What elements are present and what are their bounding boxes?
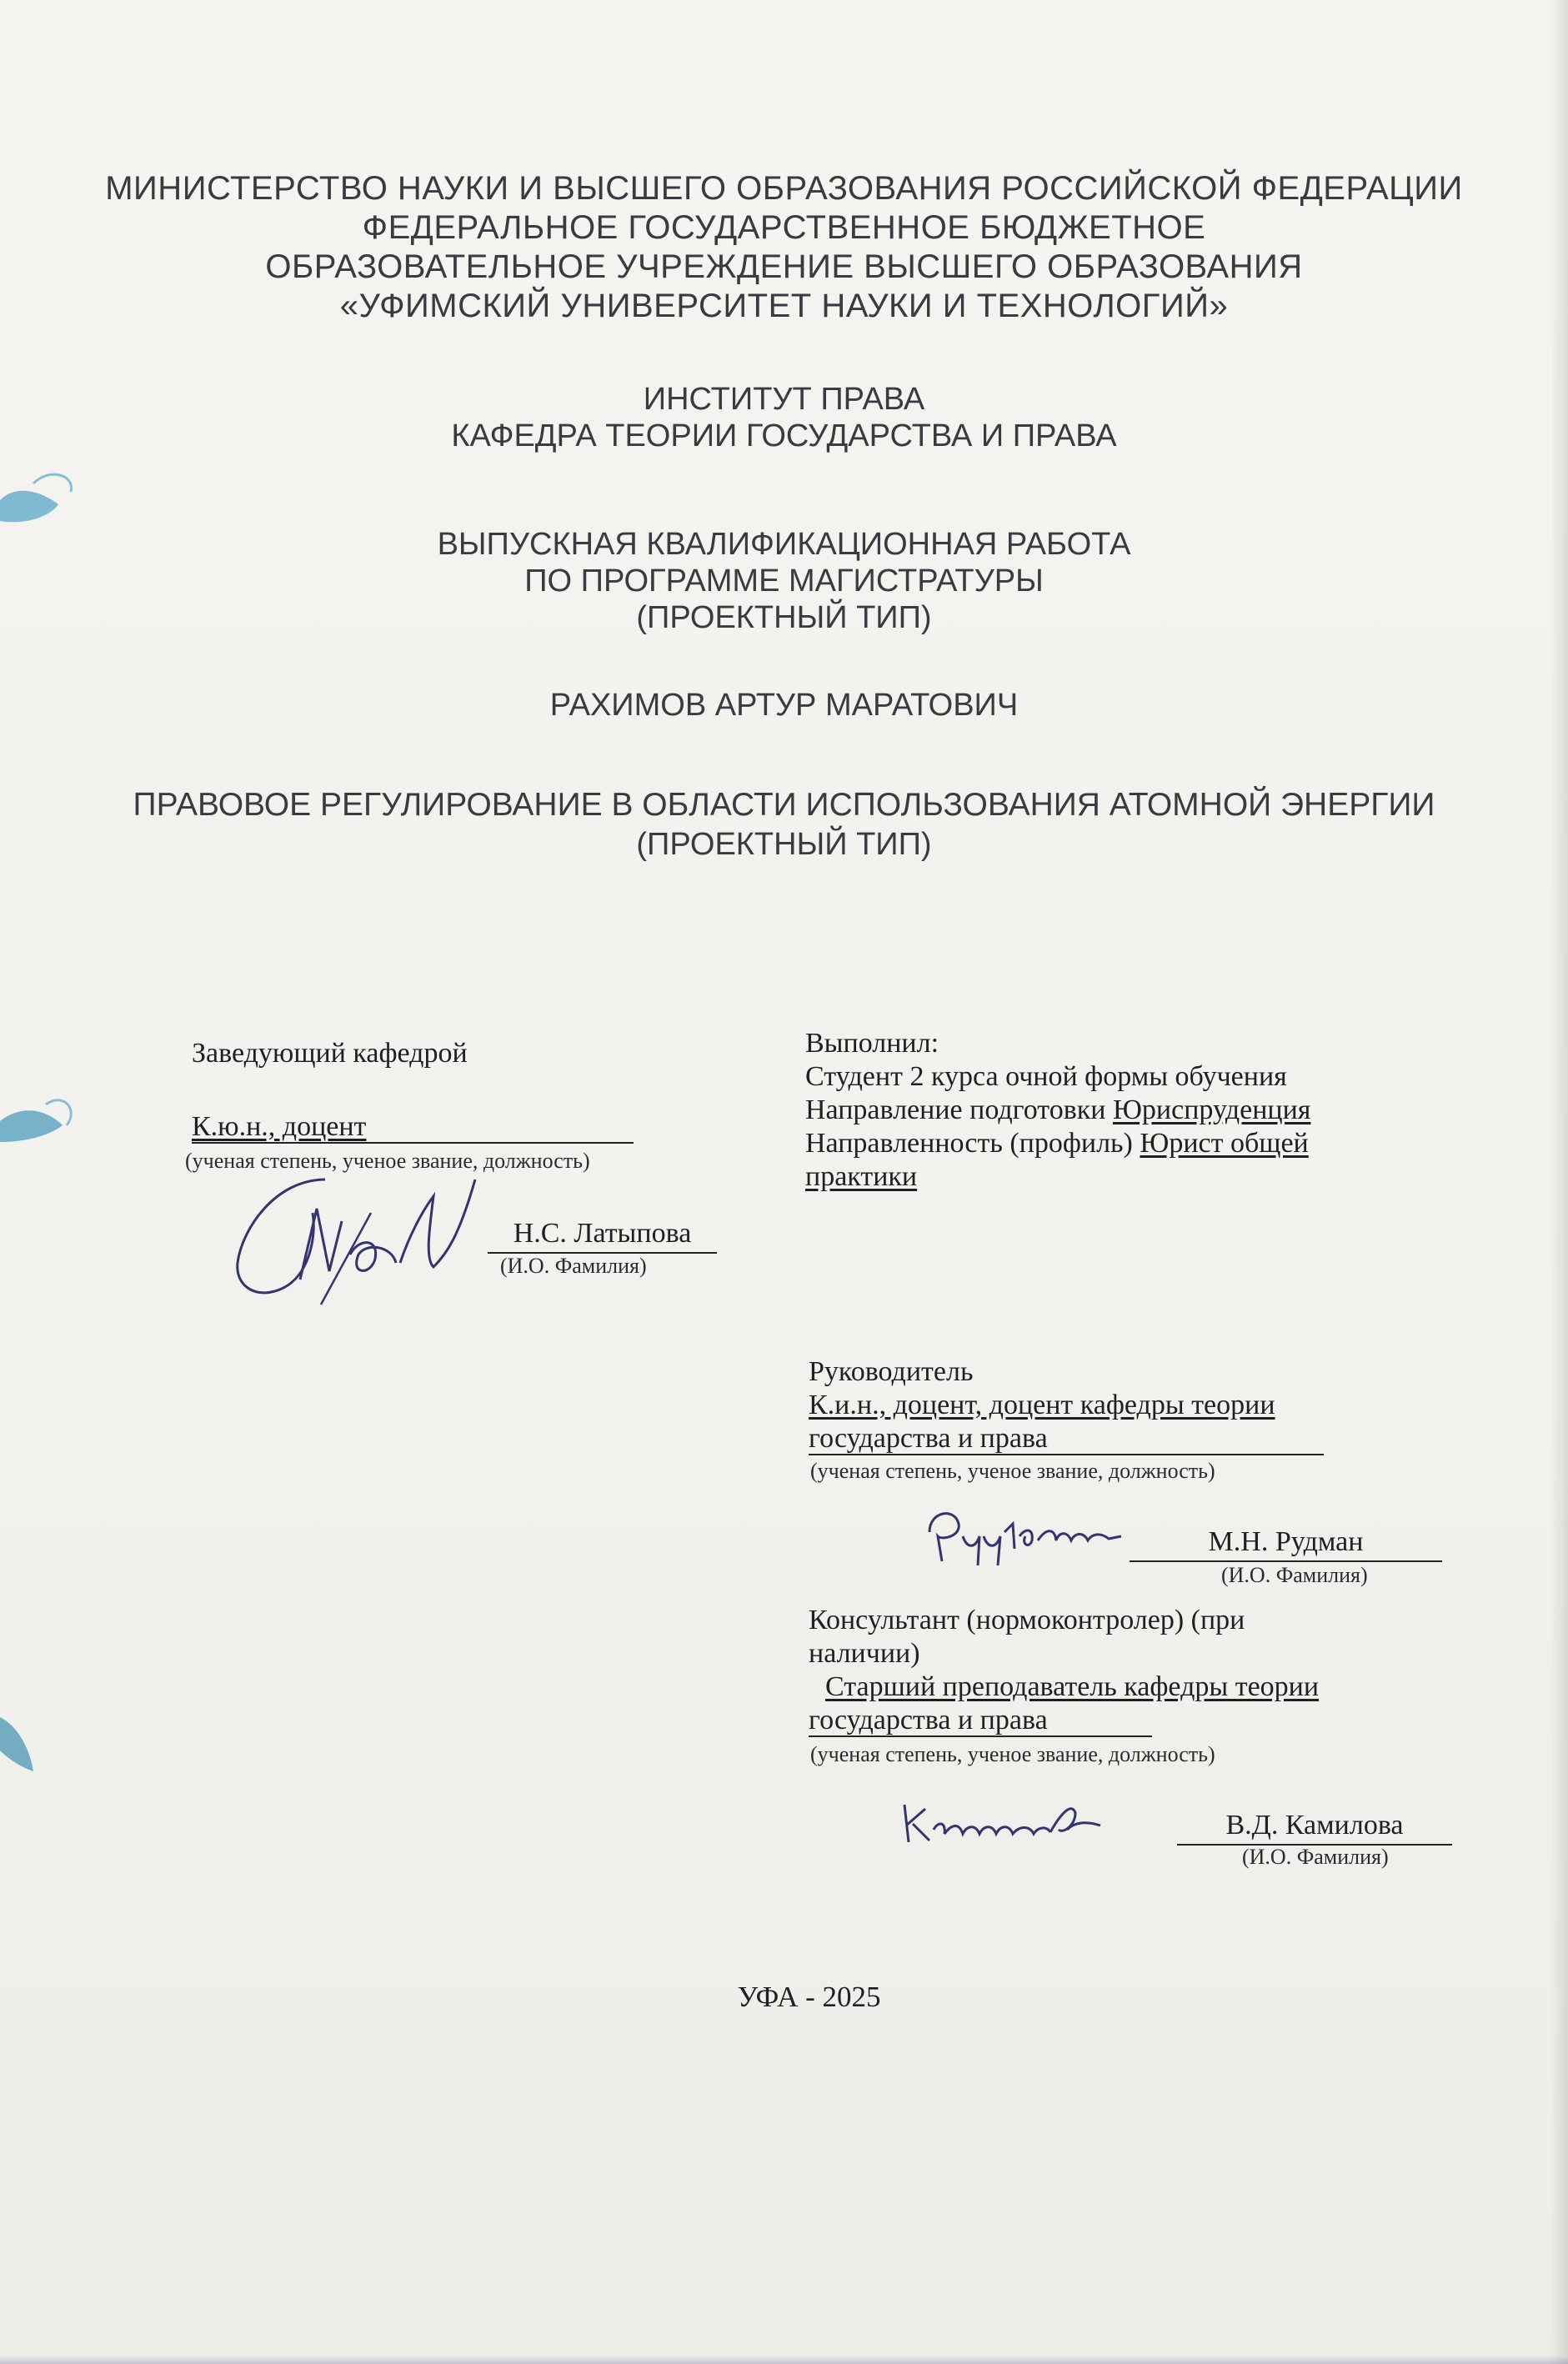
student-label: Выполнил: <box>805 1028 939 1059</box>
direction-label: Направление подготовки <box>805 1094 1106 1125</box>
supervisor-position-caption: (ученая степень, ученое звание, должность) <box>810 1459 1215 1483</box>
consultant-label-1: Консультант (нормоконтролер) (при <box>809 1605 1245 1635</box>
student-course: Студент 2 курса очной формы обучения <box>805 1061 1287 1092</box>
consultant-position-caption: (ученая степень, ученое звание, должность) <box>810 1742 1215 1766</box>
supervisor-position-1: К.и.н., доцент, доцент кафедры теории <box>809 1390 1275 1420</box>
consultant-label-2: наличии) <box>809 1638 920 1669</box>
university-name: «УФИМСКИЙ УНИВЕРСИТЕТ НАУКИ И ТЕХНОЛОГИЙ» <box>339 288 1229 324</box>
supervisor-position-2: государства и права <box>809 1423 1048 1454</box>
department-name: КАФЕДРА ТЕОРИИ ГОСУДАРСТВА И ПРАВА <box>451 418 1117 453</box>
profile-value-1: Юрист общей <box>1140 1128 1309 1159</box>
supervisor-name-caption: (И.О. Фамилия) <box>1221 1563 1368 1587</box>
profile-label: Направленность (профиль) <box>805 1128 1133 1159</box>
author-name: РАХИМОВ АРТУР МАРАТОВИЧ <box>549 688 1019 723</box>
supervisor-position-field <box>809 1420 1324 1455</box>
work-title: ПРАВОВОЕ РЕГУЛИРОВАНИЕ В ОБЛАСТИ ИСПОЛЬЗОВАНИЯ АТОМНОЙ ЭНЕРГИИ <box>133 787 1435 823</box>
head-of-dept-label: Заведующий кафедрой <box>192 1038 468 1069</box>
work-type-line-3: (ПРОЕКТНЫЙ ТИП) <box>636 600 932 635</box>
signature-rudman-icon <box>921 1499 1138 1574</box>
consultant-position-field <box>809 1702 1152 1737</box>
student-profile <box>805 1125 1309 1162</box>
head-degree: К.ю.н., доцент <box>192 1111 367 1142</box>
work-type-line-2: ПО ПРОГРАММЕ МАГИСТРАТУРЫ <box>524 563 1044 599</box>
supervisor-label: Руководитель <box>809 1356 974 1387</box>
ministry-line: МИНИСТЕРСТВО НАУКИ И ВЫСШЕГО ОБРАЗОВАНИЯ РОССИЙСКОЙ ФЕДЕРАЦИИ <box>105 170 1463 207</box>
tape-mark-icon <box>0 1700 58 1784</box>
student-direction <box>805 1092 1310 1129</box>
signature-latypova-icon <box>225 1163 492 1309</box>
consultant-name-caption: (И.О. Фамилия) <box>1242 1845 1389 1869</box>
consultant-position-2: государства и права <box>809 1705 1048 1735</box>
profile-value-2: практики <box>805 1161 918 1192</box>
head-name: Н.С. Латыпова <box>488 1215 717 1254</box>
work-type-line-1: ВЫПУСКНАЯ КВАЛИФИКАЦИОННАЯ РАБОТА <box>437 527 1131 562</box>
institution-line-2: ОБРАЗОВАТЕЛЬНОЕ УЧРЕЖДЕНИЕ ВЫСШЕГО ОБРАЗОВАНИЯ <box>265 248 1303 285</box>
institute-name: ИНСТИТУТ ПРАВА <box>643 382 925 417</box>
head-degree-field <box>192 1109 634 1144</box>
head-name-caption: (И.О. Фамилия) <box>500 1254 647 1278</box>
tape-mark-icon <box>0 1084 92 1159</box>
bottom-edge <box>0 2356 1568 2364</box>
city-year: УФА - 2025 <box>737 1981 881 2013</box>
work-title-sub: (ПРОЕКТНЫЙ ТИП) <box>636 827 932 862</box>
institution-line-1: ФЕДЕРАЛЬНОЕ ГОСУДАРСТВЕННОЕ БЮДЖЕТНОЕ <box>362 209 1206 246</box>
supervisor-name: М.Н. Рудман <box>1130 1524 1442 1562</box>
head-degree-caption: (ученая степень, ученое звание, должность) <box>185 1149 590 1173</box>
consultant-position-1: Старший преподаватель кафедры теории <box>825 1671 1320 1702</box>
direction-value: Юриспруденция <box>1112 1094 1311 1125</box>
signature-kamilova-icon <box>896 1792 1113 1851</box>
consultant-name: В.Д. Камилова <box>1177 1807 1452 1846</box>
